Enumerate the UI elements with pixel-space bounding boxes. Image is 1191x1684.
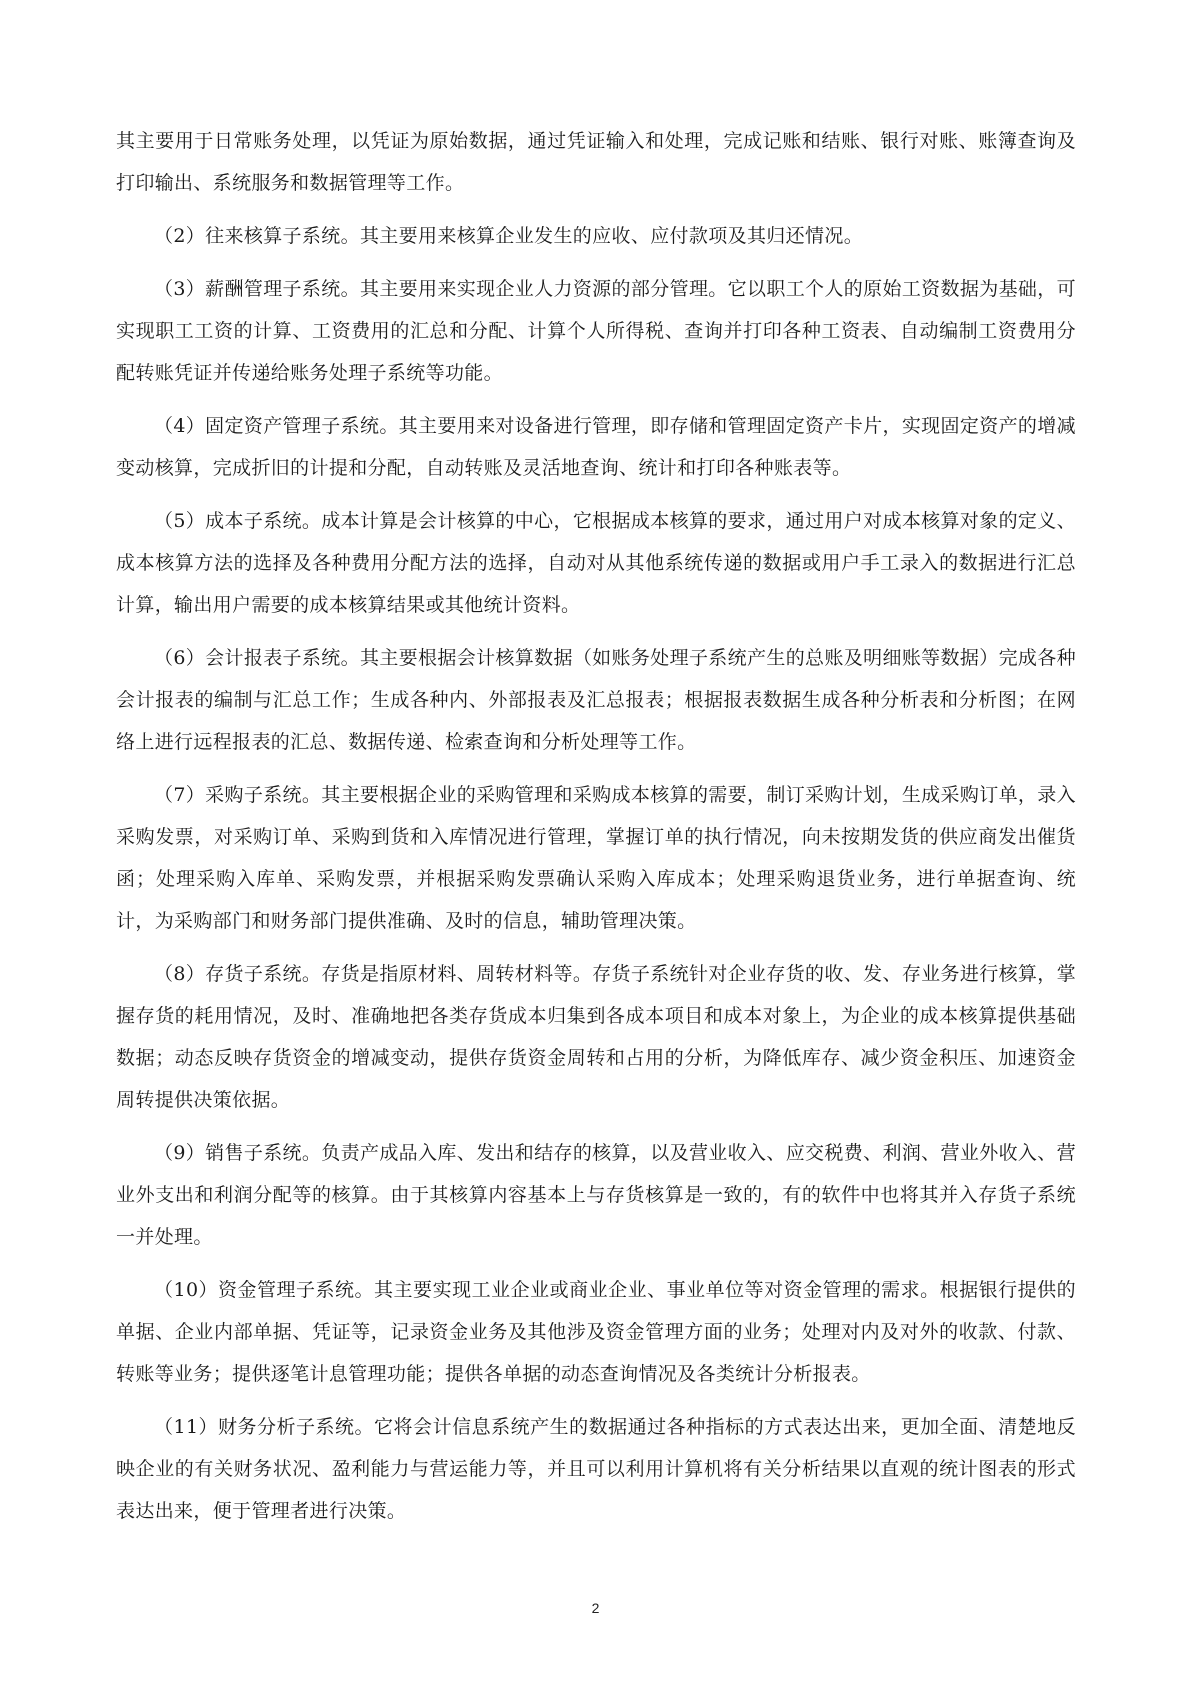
paragraph-payroll-subsystem: （3）薪酬管理子系统。其主要用来实现企业人力资源的部分管理。它以职工个人的原始工资数据为基础，可实现职工工资的计算、工资费用的汇总和分配、计算个人所得税、查询并打印各种工资表、自动编制工资费用分配转账凭证并传递给账务处理子系统等功能。: [116, 278, 1076, 384]
page-number: 2: [591, 1600, 600, 1616]
paragraph-accounts-receivable-subsystem: （2）往来核算子系统。其主要用来核算企业发生的应收、应付款项及其归还情况。: [154, 225, 864, 247]
paragraph-fixed-assets-subsystem: （4）固定资产管理子系统。其主要用来对设备进行管理，即存储和管理固定资产卡片，实现固定资产的增减变动核算，完成折旧的计提和分配，自动转账及灵活地查询、统计和打印各种账表等。: [116, 415, 1076, 479]
paragraph-purchasing-subsystem: （7）采购子系统。其主要根据企业的采购管理和采购成本核算的需要，制订采购计划，生成采购订单，录入采购发票，对采购订单、采购到货和入库情况进行管理，掌握订单的执行情况，向未按期发货的供应商发出催货函；处理采购入库单、采购发票，并根据采购发票确认采购入库成本；处理采购退货业务，进行单据查询、统计，为采购部门和财务部门提供准确、及时的信息，辅助管理决策。: [116, 784, 1076, 932]
paragraph-continuation: 其主要用于日常账务处理，以凭证为原始数据，通过凭证输入和处理，完成记账和结账、银行对账、账簿查询及打印输出、系统服务和数据管理等工作。: [116, 130, 1076, 194]
paragraph-financial-analysis-subsystem: （11）财务分析子系统。它将会计信息系统产生的数据通过各种指标的方式表达出来，更加全面、清楚地反映企业的有关财务状况、盈利能力与营运能力等，并且可以利用计算机将有关分析结果以直观的统计图表的形式表达出来，便于管理者进行决策。: [116, 1416, 1076, 1522]
paragraph-funds-subsystem: （10）资金管理子系统。其主要实现工业企业或商业企业、事业单位等对资金管理的需求。根据银行提供的单据、企业内部单据、凭证等，记录资金业务及其他涉及资金管理方面的业务；处理对内及对外的收款、付款、转账等业务；提供逐笔计息管理功能；提供各单据的动态查询情况及各类统计分析报表。: [116, 1279, 1076, 1385]
paragraph-inventory-subsystem: （8）存货子系统。存货是指原材料、周转材料等。存货子系统针对企业存货的收、发、存业务进行核算，掌握存货的耗用情况，及时、准确地把各类存货成本归集到各成本项目和成本对象上，为企业的成本核算提供基础数据；动态反映存货资金的增减变动，提供存货资金周转和占用的分析，为降低库存、减少资金积压、加速资金周转提供决策依据。: [116, 963, 1076, 1111]
document-body: [116, 120, 1076, 1543]
paragraph-cost-subsystem: （5）成本子系统。成本计算是会计核算的中心，它根据成本核算的要求，通过用户对成本核算对象的定义、成本核算方法的选择及各种费用分配方法的选择，自动对从其他系统传递的数据或用户手工录入的数据进行汇总计算，输出用户需要的成本核算结果或其他统计资料。: [116, 510, 1076, 616]
paragraph-sales-subsystem: （9）销售子系统。负责产成品入库、发出和结存的核算，以及营业收入、应交税费、利润、营业外收入、营业外支出和利润分配等的核算。由于其核算内容基本上与存货核算是一致的，有的软件中也将其并入存货子系统一并处理。: [116, 1142, 1076, 1248]
paragraph-reports-subsystem: （6）会计报表子系统。其主要根据会计核算数据（如账务处理子系统产生的总账及明细账等数据）完成各种会计报表的编制与汇总工作；生成各种内、外部报表及汇总报表；根据报表数据生成各种分析表和分析图；在网络上进行远程报表的汇总、数据传递、检索查询和分析处理等工作。: [116, 647, 1076, 753]
